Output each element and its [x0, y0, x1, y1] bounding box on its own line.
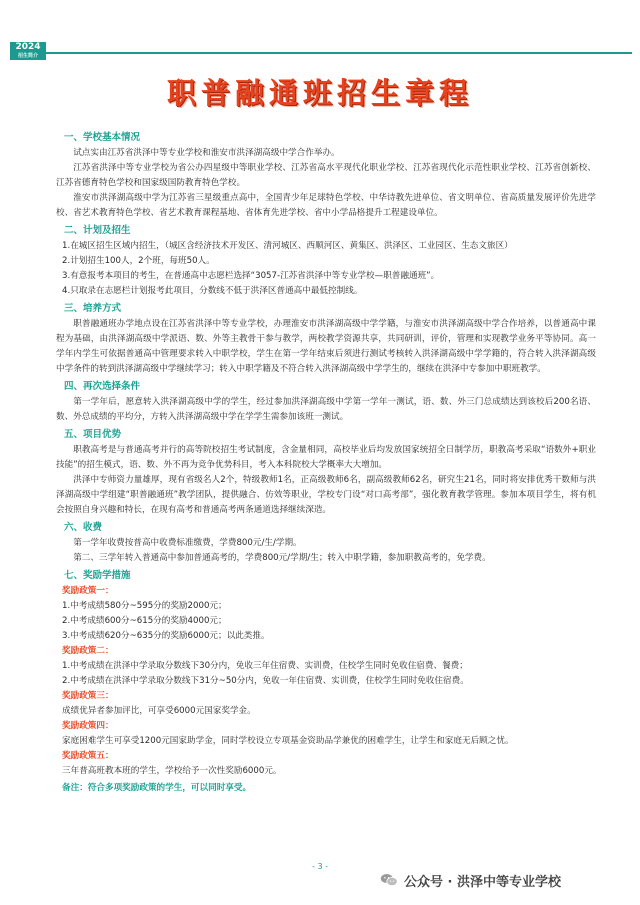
paragraph: 职普融通班办学地点设在江苏省洪泽中等专业学校，办理淮安市洪泽湖高级中学学籍，与淮安市洪泽湖高级中学合作培养，以普通高中课程为基础，由洪泽湖高级中学派语、数、外等主教骨干参与教学，两校教学资源共享，共同研训，评价，管理和实现教学业务平等协同。高一学年内学生可依据普通高中管理要求转入中职学校，学生在第一学年结束后须进行测试考核转入洪泽湖高级中学学籍的，符合转入洪泽湖高级中学条件的转到洪泽湖高级中学继续学习；转入中职学籍及不符合转入洪泽湖高级中学学生的，继续在洪泽中专参加中职班教学。 — [56, 319, 596, 374]
paragraph: 洪泽中专师资力量雄厚，现有省级名人2个，特级教师1名，正高级教师6名，副高级教师62名，研究生21名，同时将安排优秀干数师与洪泽湖高级中学组建“职普融通班”教学团队，提供融合、仿效等职业，学校专门设“对口高考部”，强化教育教学管理。参加本项目学生，将有机会按照自身兴趣和特长，在现有高考和普通高考两条通道选择继续深造。 — [56, 475, 596, 515]
policy-heading: 奖励政策五： — [62, 751, 114, 761]
year-badge — [10, 42, 46, 60]
section-heading: 五、项目优势 — [64, 429, 122, 440]
section-heading: 三、培养方式 — [64, 303, 122, 314]
watermark — [380, 870, 561, 890]
list-item: 3.有意报考本项目的考生，在普通高中志愿栏选择“3057-江苏省洪泽中等专业学校—职普融通班”。 — [62, 271, 440, 281]
document-body — [56, 128, 596, 796]
policy-heading: 奖励政策一： — [62, 586, 114, 596]
watermark-text: 公众号 · 洪泽中等专业学校 — [404, 874, 561, 890]
year-sublabel: 招生简介 — [17, 53, 38, 59]
section-heading: 四、再次选择条件 — [64, 381, 141, 392]
paragraph: 江苏省洪泽中等专业学校为省公办四星级中等职业学校、江苏省高水平现代化职业学校、江苏省现代化示范性职业学校、江苏省创新校、江苏省德育特色学校和国家级国防教育特色学校。 — [56, 163, 596, 188]
header-rule — [46, 52, 632, 54]
policy-item: 家庭困难学生可享受1200元国家助学金，同时学校设立专项基金资助品学兼优的困难学生，让学生和家庭无后顾之忧。 — [62, 736, 514, 746]
section-heading: 二、计划及招生 — [64, 225, 131, 236]
policy-heading: 奖励政策二： — [62, 646, 114, 656]
policy-heading: 奖励政策四： — [62, 721, 114, 731]
policy-item: 3.中考成绩620分~635分的奖励6000元；以此类推。 — [62, 631, 270, 641]
paragraph: 第一学年后，愿意转入洪泽湖高级中学的学生，经过参加洪泽湖高级中学第一学年一测试，语、数、外三门总成绩达到该校后200名语、数、外总成绩的平均分，方转入洪泽湖高级中学在学学生需参加该班一测试。 — [56, 397, 596, 422]
list-item: 4.只取录在志愿栏计划报考此项目，分数线不低于洪泽区普通高中最低控制线。 — [62, 286, 363, 296]
policy-item: 1.中考成绩在洪泽中学录取分数线下30分内，免收三年住宿费、实训费，住校学生同时免收住宿费、餐费； — [62, 661, 468, 671]
section-heading: 六、收费 — [64, 522, 103, 533]
list-item: 1.在城区招生区域内招生，（城区含经济技术开发区、清河城区、西顺河区、黄集区、洪泽区、工业园区、生态文旅区） — [62, 241, 513, 251]
paragraph: 职教高考是与普通高考并行的高等院校招生考试制度，含金量相同，高校毕业后均发放国家统招全日制学历，职教高考采取“语数外+职业技能”的招生模式，语、数、外不再为竞争优势科目，考入本科院校大学概率大大增加。 — [56, 445, 596, 470]
policy-item: 成绩优异者参加评比，可享受6000元国家奖学金。 — [62, 706, 256, 716]
policy-item: 2.中考成绩600分~615分的奖励4000元； — [62, 616, 227, 626]
section-heading: 一、学校基本情况 — [64, 132, 141, 143]
policy-note: 备注：符合多项奖励政策的学生，可以同时享受。 — [62, 783, 252, 793]
page-number: - 3 - — [312, 862, 328, 871]
policy-item: 2.中考成绩在洪泽中学录取分数线下31分~50分内，免收一年住宿费、实训费，住校学生同时免收住宿费。 — [62, 676, 469, 686]
policy-item: 三年普高班教本班的学生，学校给予一次性奖励6000元。 — [62, 766, 282, 776]
paragraph: 淮安市洪泽湖高级中学为江苏省三星级重点高中，全国青少年足球特色学校、中华诗教先进单位、省文明单位、省高质量发展评价先进学校、省艺术教育特色学校、省艺术教育课程基地、省体育先进学校、省中小学品格提升工程建设单位。 — [56, 193, 596, 218]
paragraph: 第一学年收费按普高中收费标准缴费，学费800元/生/学期。 — [73, 538, 302, 548]
paragraph: 试点实由江苏省洪泽中等专业学校和淮安市洪泽湖高级中学合作举办。 — [73, 148, 340, 158]
policy-heading: 奖励政策三： — [62, 691, 114, 701]
list-item: 2.计划招生100人，2个班，每班50人。 — [62, 256, 215, 266]
paragraph: 第二、三学年转入普通高中参加普通高考的，学费800元/学期/生；转入中职学籍，参加职教高考的，免学费。 — [73, 553, 491, 563]
policy-item: 1.中考成绩580分~595分的奖励2000元； — [62, 601, 227, 611]
page-title: 职普融通班招生章程 — [166, 76, 473, 110]
wechat-icon — [380, 873, 398, 887]
section-heading: 七、奖励学措施 — [64, 570, 131, 581]
year-label: 2024 — [15, 42, 41, 52]
